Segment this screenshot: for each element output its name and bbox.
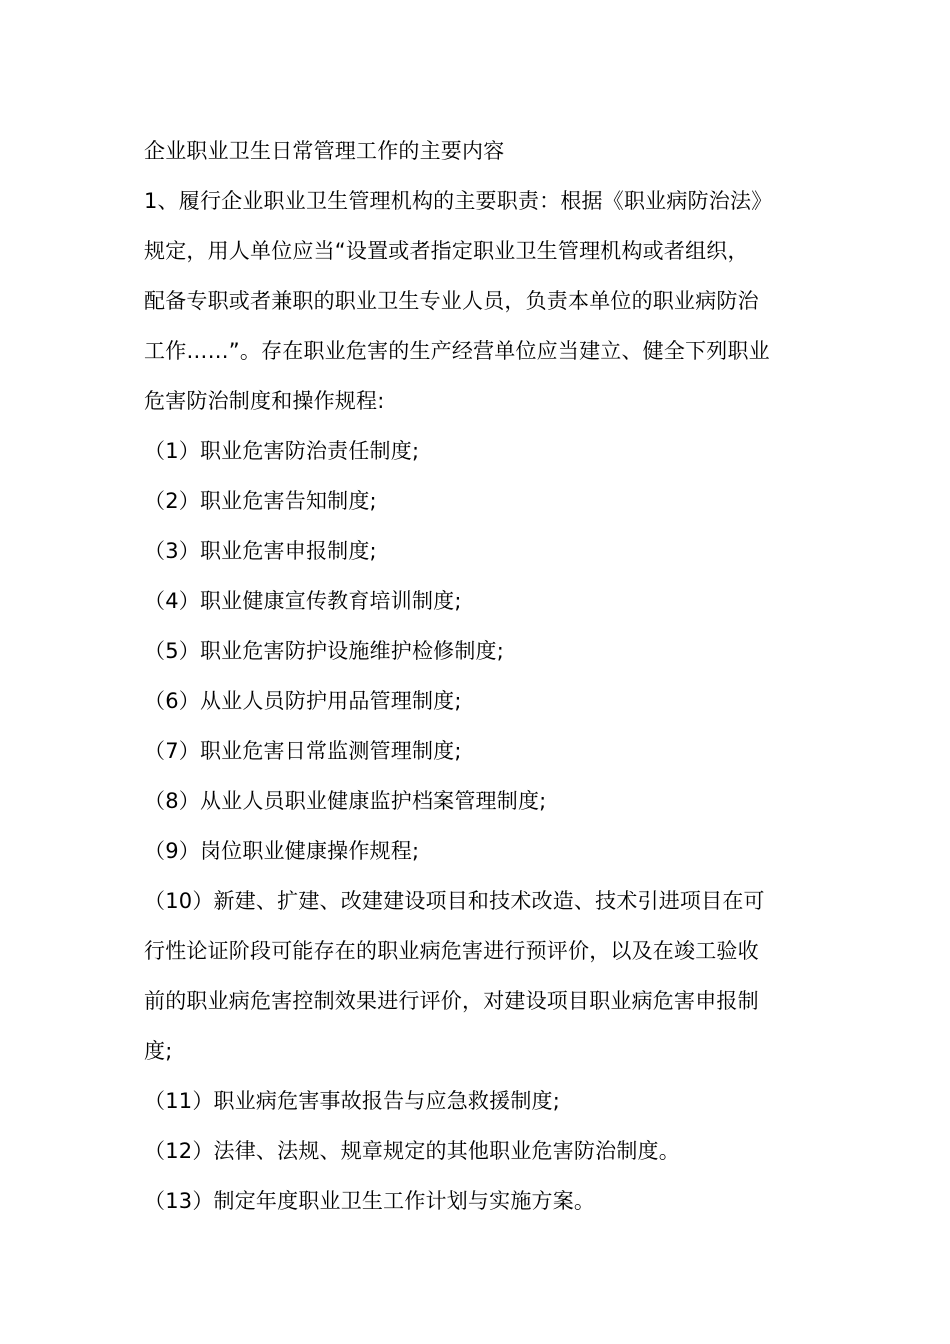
paragraph-line: 1、履行企业职业卫生管理机构的主要职责：根据《职业病防治法》 [144, 189, 773, 213]
list-item: （4）职业健康宣传教育培训制度; [144, 589, 462, 613]
list-item-10-line: 行性论证阶段可能存在的职业病危害进行预评价，以及在竣工验收 [144, 939, 759, 963]
list-item: （8）从业人员职业健康监护档案管理制度; [144, 789, 547, 813]
paragraph-line: 危害防治制度和操作规程: [144, 389, 385, 413]
list-item: （6）从业人员防护用品管理制度; [144, 689, 462, 713]
list-item: （13）制定年度职业卫生工作计划与实施方案。 [144, 1189, 596, 1213]
list-item: （5）职业危害防护设施维护检修制度; [144, 639, 505, 663]
paragraph-line: 规定，用人单位应当“设置或者指定职业卫生管理机构或者组织， [144, 239, 749, 263]
list-item-10-line: 前的职业病危害控制效果进行评价，对建设项目职业病危害申报制 [144, 989, 759, 1013]
list-item: （2）职业危害告知制度; [144, 489, 377, 513]
document-body [144, 126, 812, 1226]
list-item: （7）职业危害日常监测管理制度; [144, 739, 462, 763]
list-item: （12）法律、法规、规章规定的其他职业危害防治制度。 [144, 1139, 680, 1163]
list-item-10-line: 度; [144, 1039, 173, 1063]
paragraph-line: 配备专职或者兼职的职业卫生专业人员，负责本单位的职业病防治 [144, 289, 759, 313]
document-title: 企业职业卫生日常管理工作的主要内容 [144, 139, 505, 163]
list-item: （1）职业危害防治责任制度; [144, 439, 420, 463]
list-item: （3）职业危害申报制度; [144, 539, 377, 563]
list-item: （11）职业病危害事故报告与应急救援制度; [144, 1089, 560, 1113]
list-item: （9）岗位职业健康操作规程; [144, 839, 420, 863]
paragraph-line: 工作……”。存在职业危害的生产经营单位应当建立、健全下列职业 [144, 339, 770, 363]
list-item-10-line: （10）新建、扩建、改建建设项目和技术改造、技术引进项目在可 [144, 889, 765, 913]
